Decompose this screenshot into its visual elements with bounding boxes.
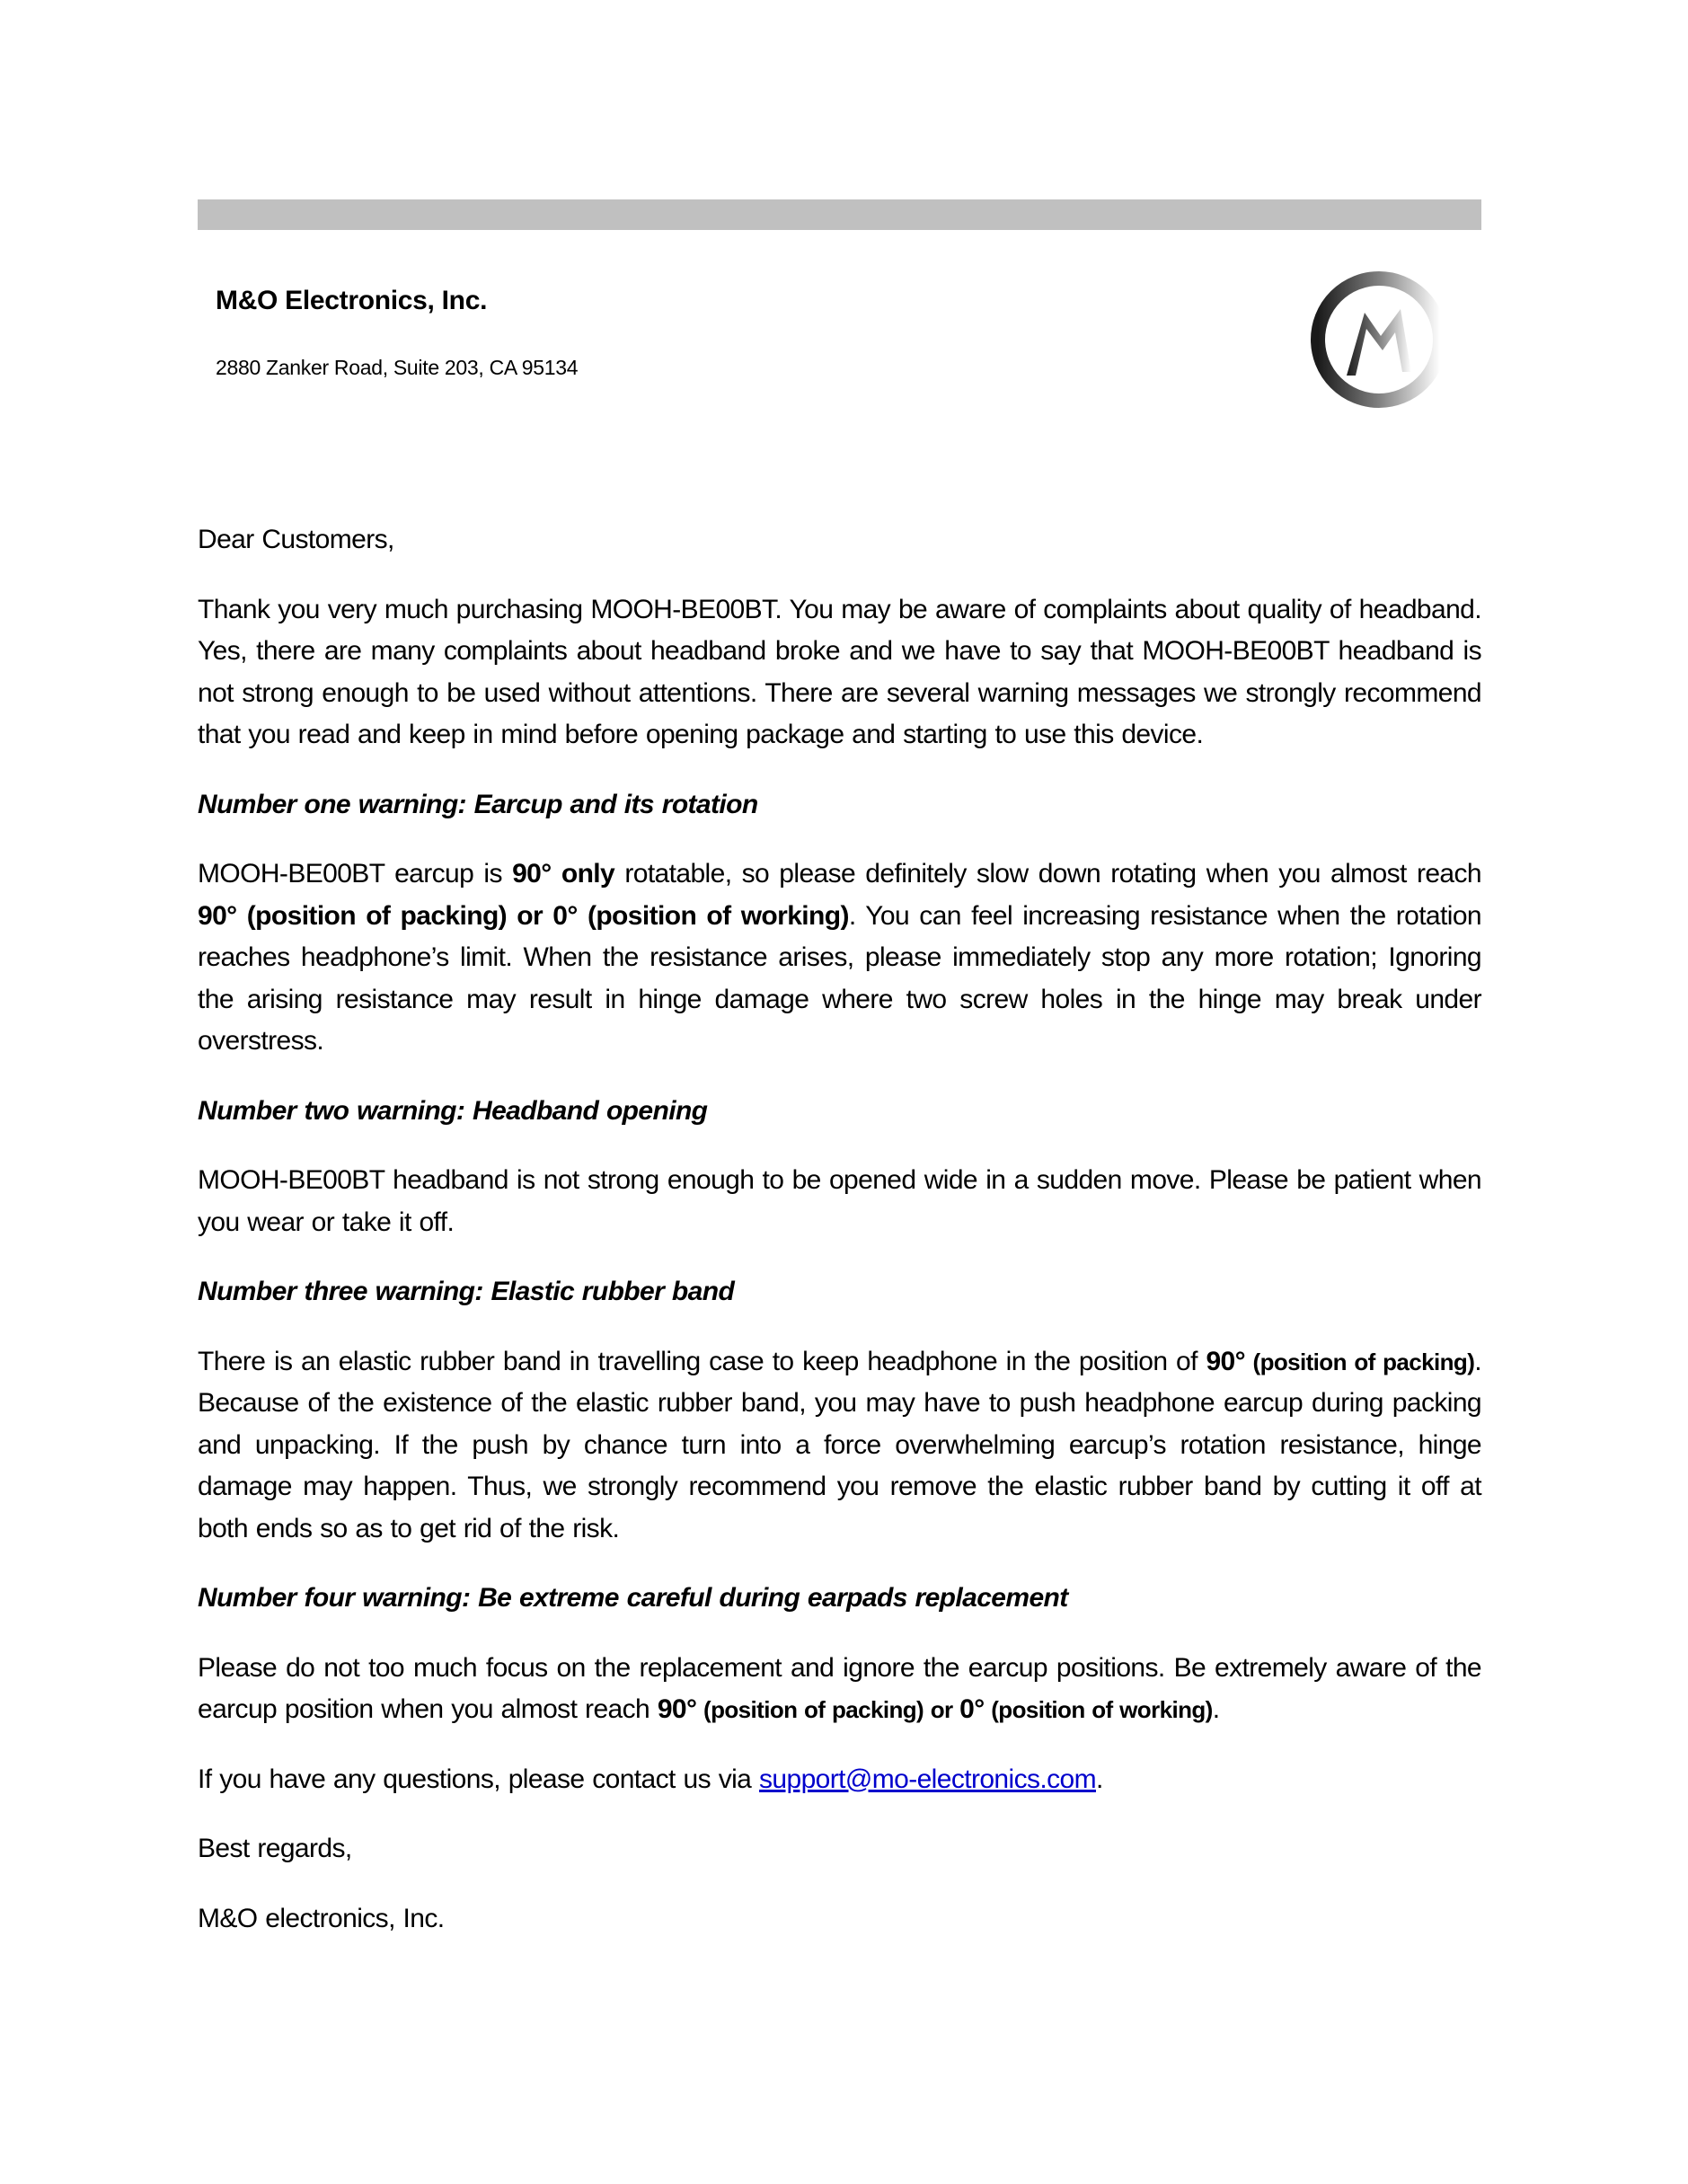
text-run: Please do not too much focus on the replacement and ignore the earcup positions. Be extremely aware of the earcup position when you almost reach — [198, 1652, 1481, 1724]
salutation: Dear Customers, — [198, 525, 394, 554]
text-run: . Because of the existence of the elastic rubber band, you may have to push headphone earcup during packing and unpacking. If the push by chance turn into a force overwhelming earcup’s rotation resistance, hinge damage may happen. Thus, we strongly recommend you remove the elastic rubber band by cutting it off at both ends so as to get rid of the risk. — [198, 1346, 1482, 1543]
contact-line — [198, 1759, 1481, 1801]
company-address: 2880 Zanker Road, Suite 203, CA 95134 — [216, 356, 579, 379]
contact-suffix: . — [1096, 1764, 1103, 1794]
bold-run: (position of packing) — [1245, 1348, 1475, 1375]
intro-paragraph: Thank you very much purchasing MOOH-BE00BT. You may be aware of complaints about quality of headband. Yes, there are many complaints about headband broke and we have to say that MOOH-BE00BT headband is not strong enough to be used without attentions. There are several warning messages we strongly recommend that you read and keep in mind before opening package and starting to use this device. — [198, 594, 1481, 749]
text-run: There is an elastic rubber band in travelling case to keep headphone in the position of — [198, 1346, 1206, 1376]
bold-run: 90° (position of packing) or 0° (position of working) — [198, 900, 849, 931]
warning-four-text — [198, 1648, 1481, 1731]
text-run: MOOH-BE00BT earcup is — [198, 859, 513, 889]
text-run: rotatable, so please definitely slow down rotating when you almost reach — [614, 859, 1481, 889]
warning-two-text: MOOH-BE00BT headband is not strong enough to be opened wide in a sudden move. Please be patient when you wear or take it off. — [198, 1165, 1481, 1237]
warning-one-heading: Number one warning: Earcup and its rotation — [198, 789, 758, 819]
company-name: M&O Electronics, Inc. — [216, 286, 488, 315]
bold-run: 90° only — [512, 859, 615, 889]
warning-one-text — [198, 853, 1481, 1063]
closing: Best regards, — [198, 1834, 352, 1863]
header-bar — [198, 199, 1481, 230]
warning-three-text — [198, 1341, 1481, 1551]
warning-two-heading: Number two warning: Headband opening — [198, 1095, 708, 1126]
bold-run: (position of working) — [984, 1696, 1213, 1723]
contact-prefix: If you have any questions, please contact us via — [198, 1764, 759, 1794]
signature: M&O electronics, Inc. — [198, 1903, 445, 1933]
letter-body — [198, 519, 1481, 1967]
text-run: . You can feel increasing resistance when the rotation reaches headphone’s limit. When the resistance arises, please immediately stop any more rotation; Ignoring the arising resistance may result in hinge damage where two screw holes in the hinge may break under overstress. — [198, 900, 1481, 1056]
support-email-link[interactable]: support@mo-electronics.com — [759, 1764, 1096, 1794]
bold-run: (position of packing) or — [696, 1696, 960, 1723]
mo-logo-icon — [1307, 268, 1451, 411]
bold-run: 90° — [1206, 1346, 1246, 1376]
bold-run: 0° — [959, 1694, 985, 1724]
warning-four-heading: Number four warning: Be extreme careful during earpads replacement — [198, 1583, 1068, 1613]
text-run: . — [1212, 1694, 1220, 1724]
bold-run: 90° — [657, 1694, 697, 1724]
warning-three-heading: Number three warning: Elastic rubber band — [198, 1277, 735, 1306]
